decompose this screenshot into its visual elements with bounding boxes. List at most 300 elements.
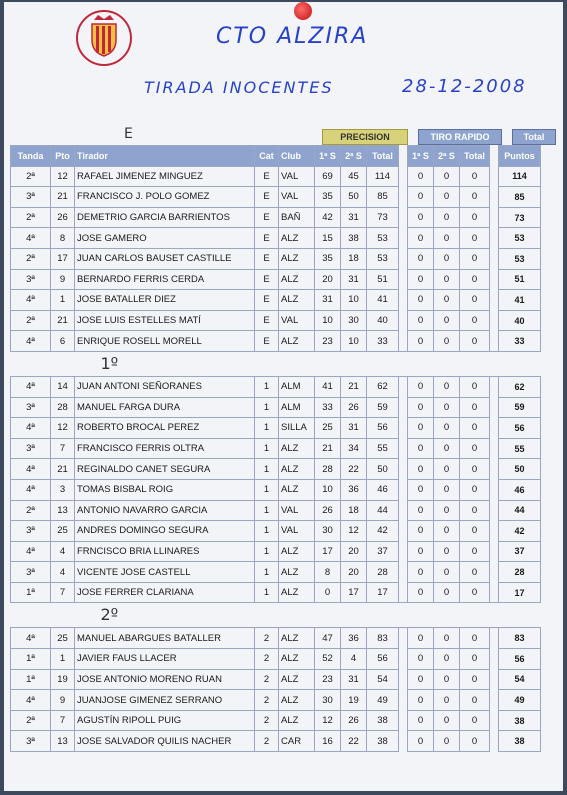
cell-puntos: 46 bbox=[499, 479, 541, 500]
cell-tirador: ANDRES DOMINGO SEGURA bbox=[75, 521, 255, 542]
cell-rap-1s: 0 bbox=[408, 459, 434, 480]
cell-rap-total: 0 bbox=[460, 649, 490, 670]
cell-prec-2s: 12 bbox=[341, 521, 367, 542]
cell-tirador: JOSE SALVADOR QUILIS NACHER bbox=[75, 731, 255, 752]
cell-prec-2s: 36 bbox=[341, 479, 367, 500]
club-logo bbox=[66, 8, 142, 70]
cell-rap-2s: 0 bbox=[434, 582, 460, 603]
cell-rap-total: 0 bbox=[460, 521, 490, 542]
cell-tanda: 3ª bbox=[11, 187, 51, 208]
table-row bbox=[11, 649, 541, 670]
cell-puntos: 56 bbox=[499, 418, 541, 439]
cell-tanda: 2ª bbox=[11, 710, 51, 731]
cell-tirador: FRANCISCO FERRIS OLTRA bbox=[75, 438, 255, 459]
cell-rap-1s: 0 bbox=[408, 541, 434, 562]
col-tirador: Tirador bbox=[75, 146, 255, 167]
cell-rap-2s: 0 bbox=[434, 228, 460, 249]
cell-prec-total: 41 bbox=[367, 290, 399, 311]
cell-club: ALZ bbox=[279, 582, 315, 603]
cell-cat: 1 bbox=[255, 500, 279, 521]
cell-cat: 2 bbox=[255, 628, 279, 649]
cell-tirador: JUAN CARLOS BAUSET CASTILLE bbox=[75, 248, 255, 269]
cell-tirador: FRANCISCO J. POLO GOMEZ bbox=[75, 187, 255, 208]
cell-puntos: 44 bbox=[499, 500, 541, 521]
cell-pto: 8 bbox=[51, 228, 75, 249]
cell-cat: 2 bbox=[255, 710, 279, 731]
cell-club: ALZ bbox=[279, 562, 315, 583]
cell-puntos: 40 bbox=[499, 310, 541, 331]
cell-pto: 9 bbox=[51, 269, 75, 290]
cell-rap-total: 0 bbox=[460, 207, 490, 228]
cell-rap-total: 0 bbox=[460, 438, 490, 459]
cell-rap-1s: 0 bbox=[408, 582, 434, 603]
cell-prec-total: 85 bbox=[367, 187, 399, 208]
cell-prec-1s: 31 bbox=[315, 290, 341, 311]
cell-prec-1s: 10 bbox=[315, 479, 341, 500]
cell-puntos: 73 bbox=[499, 207, 541, 228]
cell-prec-total: 83 bbox=[367, 628, 399, 649]
cell-prec-2s: 31 bbox=[341, 669, 367, 690]
cell-club: VAL bbox=[279, 500, 315, 521]
cell-prec-1s: 21 bbox=[315, 438, 341, 459]
cell-rap-1s: 0 bbox=[408, 166, 434, 187]
table-row bbox=[11, 269, 541, 290]
cell-prec-2s: 17 bbox=[341, 582, 367, 603]
cell-rap-2s: 0 bbox=[434, 290, 460, 311]
cell-rap-1s: 0 bbox=[408, 397, 434, 418]
cell-club: VAL bbox=[279, 187, 315, 208]
cell-rap-total: 0 bbox=[460, 228, 490, 249]
table-row bbox=[11, 376, 541, 397]
cell-club: ALZ bbox=[279, 710, 315, 731]
table-row bbox=[11, 331, 541, 352]
section-label: 2º bbox=[100, 605, 119, 625]
cell-prec-2s: 20 bbox=[341, 562, 367, 583]
cell-prec-2s: 21 bbox=[341, 376, 367, 397]
cell-prec-total: 49 bbox=[367, 690, 399, 711]
cell-club: BAÑ bbox=[279, 207, 315, 228]
cell-puntos: 54 bbox=[499, 669, 541, 690]
cell-prec-1s: 35 bbox=[315, 248, 341, 269]
cell-tirador: JOSE GAMERO bbox=[75, 228, 255, 249]
table-header-row bbox=[11, 146, 541, 167]
cell-tanda: 4ª bbox=[11, 331, 51, 352]
col-puntos: Puntos bbox=[499, 146, 541, 167]
cell-rap-1s: 0 bbox=[408, 690, 434, 711]
cell-tanda: 1ª bbox=[11, 669, 51, 690]
cell-rap-2s: 0 bbox=[434, 248, 460, 269]
cell-puntos: 53 bbox=[499, 228, 541, 249]
cell-tirador: AGUSTÍN RIPOLL PUIG bbox=[75, 710, 255, 731]
table-row bbox=[11, 397, 541, 418]
cell-puntos: 50 bbox=[499, 459, 541, 480]
table-row bbox=[11, 207, 541, 228]
cell-prec-2s: 20 bbox=[341, 541, 367, 562]
cell-rap-total: 0 bbox=[460, 418, 490, 439]
cell-club: ALZ bbox=[279, 541, 315, 562]
cell-rap-2s: 0 bbox=[434, 187, 460, 208]
cell-club: ALZ bbox=[279, 628, 315, 649]
cell-tirador: JOSE LUIS ESTELLES MATÍ bbox=[75, 310, 255, 331]
cell-cat: 2 bbox=[255, 669, 279, 690]
cell-pto: 26 bbox=[51, 207, 75, 228]
table-body bbox=[11, 166, 541, 751]
table-row bbox=[11, 669, 541, 690]
table-row bbox=[11, 562, 541, 583]
cell-rap-1s: 0 bbox=[408, 418, 434, 439]
cell-rap-2s: 0 bbox=[434, 438, 460, 459]
cell-rap-2s: 0 bbox=[434, 562, 460, 583]
cell-prec-1s: 33 bbox=[315, 397, 341, 418]
cell-tanda: 4ª bbox=[11, 459, 51, 480]
cell-prec-2s: 22 bbox=[341, 731, 367, 752]
cell-cat: E bbox=[255, 331, 279, 352]
cell-club: ALZ bbox=[279, 649, 315, 670]
cell-puntos: 38 bbox=[499, 710, 541, 731]
table-row bbox=[11, 459, 541, 480]
cell-rap-total: 0 bbox=[460, 397, 490, 418]
cell-prec-1s: 10 bbox=[315, 310, 341, 331]
cell-rap-total: 0 bbox=[460, 562, 490, 583]
cell-club: ALZ bbox=[279, 331, 315, 352]
cell-cat: E bbox=[255, 310, 279, 331]
cell-prec-1s: 20 bbox=[315, 269, 341, 290]
cell-club: ALZ bbox=[279, 269, 315, 290]
cell-pto: 4 bbox=[51, 541, 75, 562]
cell-cat: E bbox=[255, 248, 279, 269]
table-row bbox=[11, 248, 541, 269]
cell-pto: 7 bbox=[51, 582, 75, 603]
cell-rap-total: 0 bbox=[460, 331, 490, 352]
table-row bbox=[11, 710, 541, 731]
cell-puntos: 59 bbox=[499, 397, 541, 418]
cell-rap-total: 0 bbox=[460, 628, 490, 649]
cell-pto: 25 bbox=[51, 521, 75, 542]
cell-rap-1s: 0 bbox=[408, 310, 434, 331]
cell-prec-2s: 45 bbox=[341, 166, 367, 187]
cell-prec-1s: 0 bbox=[315, 582, 341, 603]
cell-prec-total: 33 bbox=[367, 331, 399, 352]
cell-prec-total: 56 bbox=[367, 649, 399, 670]
cell-cat: E bbox=[255, 228, 279, 249]
cell-puntos: 38 bbox=[499, 731, 541, 752]
cell-club: ALZ bbox=[279, 290, 315, 311]
table-row bbox=[11, 500, 541, 521]
cell-prec-total: 17 bbox=[367, 582, 399, 603]
cell-rap-2s: 0 bbox=[434, 376, 460, 397]
cell-rap-2s: 0 bbox=[434, 649, 460, 670]
table-row bbox=[11, 690, 541, 711]
cell-rap-1s: 0 bbox=[408, 731, 434, 752]
cell-prec-2s: 30 bbox=[341, 310, 367, 331]
cell-tirador: DEMETRIO GARCIA BARRIENTOS bbox=[75, 207, 255, 228]
col-prec-2s: 2ª S bbox=[341, 146, 367, 167]
cell-prec-total: 51 bbox=[367, 269, 399, 290]
cell-rap-2s: 0 bbox=[434, 459, 460, 480]
cell-tanda: 4ª bbox=[11, 628, 51, 649]
section-separator bbox=[11, 603, 541, 628]
cell-rap-total: 0 bbox=[460, 187, 490, 208]
table-row bbox=[11, 187, 541, 208]
cell-pto: 1 bbox=[51, 290, 75, 311]
col-rap-1s: 1ª S bbox=[408, 146, 434, 167]
cell-cat: 1 bbox=[255, 376, 279, 397]
cell-prec-1s: 47 bbox=[315, 628, 341, 649]
cell-prec-2s: 18 bbox=[341, 500, 367, 521]
cell-rap-1s: 0 bbox=[408, 376, 434, 397]
cell-rap-1s: 0 bbox=[408, 269, 434, 290]
cell-cat: 1 bbox=[255, 459, 279, 480]
table-row bbox=[11, 290, 541, 311]
cell-rap-1s: 0 bbox=[408, 500, 434, 521]
cell-pto: 21 bbox=[51, 310, 75, 331]
cell-prec-total: 28 bbox=[367, 562, 399, 583]
col-rap-total: Total bbox=[460, 146, 490, 167]
cell-prec-total: 44 bbox=[367, 500, 399, 521]
cell-tirador: VICENTE JOSE CASTELL bbox=[75, 562, 255, 583]
cell-tanda: 1ª bbox=[11, 649, 51, 670]
cell-pto: 4 bbox=[51, 562, 75, 583]
cell-prec-2s: 4 bbox=[341, 649, 367, 670]
cell-tanda: 2ª bbox=[11, 207, 51, 228]
cell-prec-total: 55 bbox=[367, 438, 399, 459]
table-row bbox=[11, 310, 541, 331]
cell-pto: 28 bbox=[51, 397, 75, 418]
cell-rap-1s: 0 bbox=[408, 710, 434, 731]
cell-puntos: 33 bbox=[499, 331, 541, 352]
cell-puntos: 28 bbox=[499, 562, 541, 583]
cell-prec-1s: 8 bbox=[315, 562, 341, 583]
cell-rap-total: 0 bbox=[460, 479, 490, 500]
cell-rap-2s: 0 bbox=[434, 418, 460, 439]
cell-prec-total: 42 bbox=[367, 521, 399, 542]
cell-tirador: ANTONIO NAVARRO GARCIA bbox=[75, 500, 255, 521]
cell-prec-1s: 41 bbox=[315, 376, 341, 397]
cell-pto: 19 bbox=[51, 669, 75, 690]
pushpin-icon bbox=[294, 2, 312, 20]
cell-rap-2s: 0 bbox=[434, 331, 460, 352]
cell-tirador: BERNARDO FERRIS CERDA bbox=[75, 269, 255, 290]
cell-prec-total: 53 bbox=[367, 248, 399, 269]
cell-rap-1s: 0 bbox=[408, 521, 434, 542]
col-pto: Pto bbox=[51, 146, 75, 167]
cell-tirador: REGINALDO CANET SEGURA bbox=[75, 459, 255, 480]
cell-rap-1s: 0 bbox=[408, 187, 434, 208]
cell-rap-1s: 0 bbox=[408, 290, 434, 311]
cell-tirador: FRNCISCO BRIA LLINARES bbox=[75, 541, 255, 562]
cell-club: ALZ bbox=[279, 438, 315, 459]
cell-cat: 1 bbox=[255, 438, 279, 459]
cell-tanda: 2ª bbox=[11, 166, 51, 187]
cell-prec-total: 40 bbox=[367, 310, 399, 331]
cell-rap-2s: 0 bbox=[434, 397, 460, 418]
cell-prec-total: 54 bbox=[367, 669, 399, 690]
cell-rap-2s: 0 bbox=[434, 500, 460, 521]
page-title: CTO ALZIRA bbox=[216, 24, 369, 49]
cell-tirador: JAVIER FAUS LLACER bbox=[75, 649, 255, 670]
cell-tirador: JOSE FERRER CLARIANA bbox=[75, 582, 255, 603]
cell-prec-1s: 15 bbox=[315, 228, 341, 249]
cell-club: ALZ bbox=[279, 669, 315, 690]
table-row bbox=[11, 479, 541, 500]
cell-tanda: 2ª bbox=[11, 248, 51, 269]
cell-prec-1s: 16 bbox=[315, 731, 341, 752]
cell-prec-1s: 35 bbox=[315, 187, 341, 208]
cell-rap-total: 0 bbox=[460, 710, 490, 731]
cell-pto: 17 bbox=[51, 248, 75, 269]
cell-cat: E bbox=[255, 269, 279, 290]
cell-cat: 1 bbox=[255, 397, 279, 418]
cell-puntos: 56 bbox=[499, 649, 541, 670]
event-subtitle: TIRADA INOCENTES bbox=[144, 78, 334, 97]
cell-rap-2s: 0 bbox=[434, 166, 460, 187]
cell-club: ALZ bbox=[279, 479, 315, 500]
cell-cat: E bbox=[255, 207, 279, 228]
cell-puntos: 62 bbox=[499, 376, 541, 397]
cell-puntos: 17 bbox=[499, 582, 541, 603]
table-row bbox=[11, 731, 541, 752]
cell-prec-2s: 31 bbox=[341, 418, 367, 439]
cell-pto: 21 bbox=[51, 459, 75, 480]
cell-cat: 2 bbox=[255, 649, 279, 670]
cell-rap-total: 0 bbox=[460, 310, 490, 331]
cell-rap-2s: 0 bbox=[434, 541, 460, 562]
cell-tanda: 3ª bbox=[11, 397, 51, 418]
cell-tanda: 4ª bbox=[11, 228, 51, 249]
cell-rap-total: 0 bbox=[460, 166, 490, 187]
cell-cat: E bbox=[255, 290, 279, 311]
cell-prec-1s: 23 bbox=[315, 331, 341, 352]
tiro-rapido-group-header: TIRO RAPIDO bbox=[418, 129, 502, 145]
cell-tanda: 4ª bbox=[11, 479, 51, 500]
section-separator bbox=[11, 351, 541, 376]
cell-puntos: 55 bbox=[499, 438, 541, 459]
cell-prec-1s: 30 bbox=[315, 521, 341, 542]
cell-rap-1s: 0 bbox=[408, 331, 434, 352]
cell-club: ALZ bbox=[279, 459, 315, 480]
cell-rap-1s: 0 bbox=[408, 207, 434, 228]
cell-tanda: 3ª bbox=[11, 269, 51, 290]
table-row bbox=[11, 628, 541, 649]
cell-rap-total: 0 bbox=[460, 669, 490, 690]
cell-prec-2s: 19 bbox=[341, 690, 367, 711]
cell-club: VAL bbox=[279, 166, 315, 187]
cell-rap-1s: 0 bbox=[408, 438, 434, 459]
cell-tanda: 4ª bbox=[11, 376, 51, 397]
table-row bbox=[11, 418, 541, 439]
cell-pto: 21 bbox=[51, 187, 75, 208]
cell-prec-total: 38 bbox=[367, 731, 399, 752]
cell-tanda: 2ª bbox=[11, 500, 51, 521]
cell-rap-total: 0 bbox=[460, 731, 490, 752]
cell-prec-total: 38 bbox=[367, 710, 399, 731]
cell-rap-total: 0 bbox=[460, 690, 490, 711]
cell-pto: 12 bbox=[51, 418, 75, 439]
cell-tirador: RAFAEL JIMENEZ MINGUEZ bbox=[75, 166, 255, 187]
cell-rap-2s: 0 bbox=[434, 669, 460, 690]
cell-prec-1s: 17 bbox=[315, 541, 341, 562]
cell-puntos: 114 bbox=[499, 166, 541, 187]
cell-tirador: TOMAS BISBAL ROIG bbox=[75, 479, 255, 500]
cell-puntos: 42 bbox=[499, 521, 541, 542]
event-date: 28-12-2008 bbox=[402, 76, 527, 97]
cell-rap-1s: 0 bbox=[408, 562, 434, 583]
cell-cat: E bbox=[255, 187, 279, 208]
cell-tanda: 3ª bbox=[11, 731, 51, 752]
total-group-header: Total bbox=[512, 129, 556, 145]
cell-puntos: 51 bbox=[499, 269, 541, 290]
cell-prec-2s: 26 bbox=[341, 710, 367, 731]
cell-rap-total: 0 bbox=[460, 248, 490, 269]
cell-prec-2s: 22 bbox=[341, 459, 367, 480]
cell-club: ALM bbox=[279, 376, 315, 397]
precision-group-header: PRECISION bbox=[322, 129, 408, 145]
cell-prec-2s: 10 bbox=[341, 290, 367, 311]
cell-pto: 7 bbox=[51, 438, 75, 459]
cell-prec-total: 46 bbox=[367, 479, 399, 500]
cell-tirador: ROBERTO BROCAL PEREZ bbox=[75, 418, 255, 439]
cell-pto: 3 bbox=[51, 479, 75, 500]
cell-rap-2s: 0 bbox=[434, 479, 460, 500]
cell-pto: 1 bbox=[51, 649, 75, 670]
cell-prec-total: 114 bbox=[367, 166, 399, 187]
cell-rap-total: 0 bbox=[460, 541, 490, 562]
cell-prec-total: 50 bbox=[367, 459, 399, 480]
cell-pto: 14 bbox=[51, 376, 75, 397]
cell-rap-2s: 0 bbox=[434, 731, 460, 752]
cell-pto: 6 bbox=[51, 331, 75, 352]
cell-prec-2s: 31 bbox=[341, 269, 367, 290]
section-label: 1º bbox=[100, 353, 119, 373]
cell-tirador: JUANJOSE GIMENEZ SERRANO bbox=[75, 690, 255, 711]
cell-club: ALZ bbox=[279, 228, 315, 249]
cell-rap-total: 0 bbox=[460, 582, 490, 603]
results-table bbox=[10, 145, 541, 752]
cell-tanda: 1ª bbox=[11, 582, 51, 603]
cell-club: ALZ bbox=[279, 248, 315, 269]
cell-tirador: ENRIQUE ROSELL MORELL bbox=[75, 331, 255, 352]
table-row bbox=[11, 521, 541, 542]
cell-puntos: 53 bbox=[499, 248, 541, 269]
cell-club: ALM bbox=[279, 397, 315, 418]
cell-cat: E bbox=[255, 166, 279, 187]
cell-rap-1s: 0 bbox=[408, 228, 434, 249]
table-row bbox=[11, 438, 541, 459]
cell-prec-1s: 23 bbox=[315, 669, 341, 690]
cell-tanda: 2ª bbox=[11, 310, 51, 331]
cell-rap-2s: 0 bbox=[434, 310, 460, 331]
cell-tanda: 3ª bbox=[11, 438, 51, 459]
cell-prec-total: 56 bbox=[367, 418, 399, 439]
cell-tanda: 4ª bbox=[11, 418, 51, 439]
cell-tanda: 4ª bbox=[11, 690, 51, 711]
cell-prec-1s: 42 bbox=[315, 207, 341, 228]
cell-tanda: 3ª bbox=[11, 521, 51, 542]
cell-rap-1s: 0 bbox=[408, 248, 434, 269]
cell-tanda: 4ª bbox=[11, 541, 51, 562]
cell-rap-1s: 0 bbox=[408, 669, 434, 690]
cell-rap-total: 0 bbox=[460, 269, 490, 290]
cell-tirador: JOSE BATALLER DIEZ bbox=[75, 290, 255, 311]
cell-prec-2s: 38 bbox=[341, 228, 367, 249]
cell-prec-1s: 69 bbox=[315, 166, 341, 187]
cell-puntos: 41 bbox=[499, 290, 541, 311]
cell-cat: 2 bbox=[255, 690, 279, 711]
cell-rap-2s: 0 bbox=[434, 269, 460, 290]
cell-tirador: MANUEL ABARGUES BATALLER bbox=[75, 628, 255, 649]
col-tanda: Tanda bbox=[11, 146, 51, 167]
cell-rap-2s: 0 bbox=[434, 628, 460, 649]
